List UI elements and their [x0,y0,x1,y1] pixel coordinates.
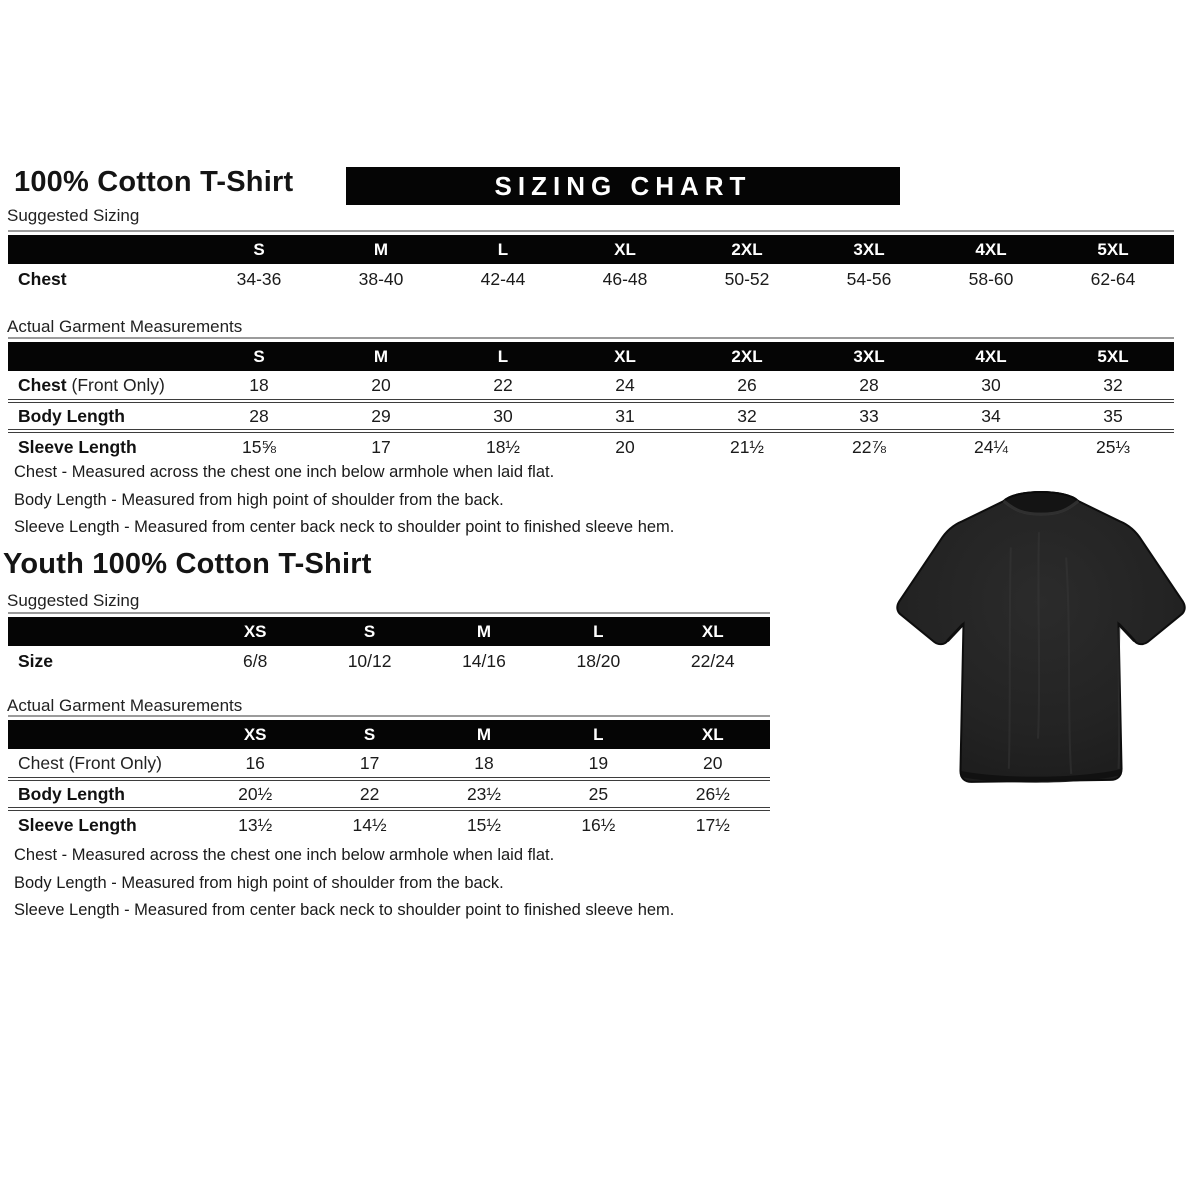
measurement-cell: 30 [493,405,513,426]
measurement-cell: 50-52 [724,268,770,289]
measurement-cell: 16 [245,752,265,773]
adult-actual-table [8,342,1174,461]
size-column-header: 3XL [808,235,930,264]
table-row [8,264,1174,294]
measurement-cell: 18 [474,752,494,773]
measurement-cell: 17 [371,436,391,457]
measurement-cell: 24¼ [973,436,1009,457]
tshirt-body [897,492,1184,782]
table-row [8,809,770,839]
measurement-cell: 17 [359,752,380,773]
table-corner [8,235,198,264]
measurement-cell: 31 [615,405,635,426]
size-column-header: 4XL [930,342,1052,371]
measurement-cell: 62-64 [1090,268,1136,289]
size-column-header: L [541,720,655,749]
measurement-cell: 26½ [695,783,730,804]
size-column-header: S [312,720,426,749]
table-corner [8,342,198,371]
measurement-cell: 30 [981,374,1001,395]
measurement-cell: 33 [859,405,879,426]
measurement-cell: 42-44 [480,268,526,289]
sizing-chart-banner: SIZING CHART [346,167,900,205]
measurement-cell: 34-36 [236,268,282,289]
measurement-cell: 25⅓ [1095,436,1131,457]
row-label: Body Length [18,783,125,804]
size-column-header: XL [656,720,770,749]
size-column-header: 2XL [686,235,808,264]
table-row [8,401,1174,431]
measurement-cell: 38-40 [358,268,404,289]
size-column-header: M [320,235,442,264]
measurement-cell: 15½ [466,814,501,835]
adult-suggested-table [8,235,1174,294]
youth-actual-measurements-label: Actual Garment Measurements [7,696,243,715]
size-column-header: S [312,617,426,646]
size-column-header: 5XL [1052,342,1174,371]
size-column-header: L [442,342,564,371]
measurement-cell: 16½ [581,814,616,835]
table-row [8,749,770,779]
size-column-header: L [442,235,564,264]
table-row [8,646,770,676]
youth-suggested-table [8,617,770,676]
table-corner [8,617,198,646]
measurement-cell: 26 [737,374,757,395]
size-column-header: M [320,342,442,371]
measurement-cell: 18½ [485,436,521,457]
measurement-cell: 28 [249,405,269,426]
tshirt-photo [890,476,1192,810]
measurement-cell: 21½ [729,436,765,457]
size-column-header: XS [198,720,312,749]
measurement-cell: 13½ [238,814,273,835]
row-label: Size [18,650,54,671]
adult-suggested-sizing-label: Suggested Sizing [7,206,140,225]
youth-suggested-sizing-label: Suggested Sizing [7,591,140,610]
row-label: Chest (Front Only) [18,752,162,773]
youth-measurement-notes [14,842,674,925]
measurement-cell: 29 [371,405,391,426]
measurement-cell: 18 [249,374,269,395]
adult-suggested-table-wrap [8,230,1174,294]
measurement-cell: 17½ [695,814,730,835]
measurement-cell: 18/20 [576,650,621,671]
row-label: Body Length [18,405,125,426]
product-title: 100% Cotton T-Shirt [14,166,294,198]
size-column-header: XL [564,342,686,371]
note-sleeve-length: Sleeve Length - Measured from center back neck to shoulder point to finished sleeve hem. [14,901,675,919]
note-sleeve-length: Sleeve Length - Measured from center back neck to shoulder point to finished sleeve hem. [14,518,675,536]
size-column-header: 2XL [686,342,808,371]
note-body-length: Body Length - Measured from high point of shoulder from the back. [14,490,504,509]
size-column-header: XL [656,617,770,646]
measurement-cell: 14/16 [462,650,506,671]
measurement-cell: 20 [371,374,391,395]
measurement-cell: 15⅝ [241,436,277,457]
measurement-cell: 32 [1103,374,1123,395]
adult-actual-table-wrap [8,337,1174,461]
size-column-header: M [427,720,541,749]
measurement-cell: 58-60 [968,268,1014,289]
row-label: Chest [18,268,67,289]
table-row [8,431,1174,461]
size-column-header: M [427,617,541,646]
measurement-cell: 22 [359,783,380,804]
measurement-cell: 24 [615,374,635,395]
measurement-cell: 22⅞ [851,436,887,457]
measurement-cell: 19 [588,752,609,773]
youth-actual-table [8,720,770,839]
table-corner [8,720,198,749]
measurement-cell: 20 [703,752,723,773]
adult-actual-measurements-label: Actual Garment Measurements [7,317,243,336]
measurement-cell: 34 [981,405,1001,426]
measurement-cell: 14½ [352,814,387,835]
measurement-cell: 35 [1103,405,1123,426]
row-label: Sleeve Length [18,436,137,457]
size-column-header: L [541,617,655,646]
size-column-header: S [198,235,320,264]
table-row [8,371,1174,401]
size-column-header: XS [198,617,312,646]
measurement-cell: 54-56 [846,268,892,289]
size-column-header: 5XL [1052,235,1174,264]
youth-suggested-table-wrap [8,612,770,676]
note-chest: Chest - Measured across the chest one inch below armhole when laid flat. [14,846,555,864]
note-chest: Chest - Measured across the chest one inch below armhole when laid flat. [14,463,555,481]
measurement-cell: 25 [588,783,609,804]
youth-product-title: Youth 100% Cotton T-Shirt [3,548,372,580]
size-column-header: S [198,342,320,371]
measurement-cell: 23½ [466,783,501,804]
measurement-cell: 20½ [238,783,273,804]
adult-measurement-notes [14,459,674,542]
table-row [8,779,770,809]
size-column-header: 4XL [930,235,1052,264]
note-body-length: Body Length - Measured from high point of shoulder from the back. [14,873,504,892]
measurement-cell: 22/24 [690,650,735,671]
measurement-cell: 32 [737,405,757,426]
measurement-cell: 10/12 [347,650,392,671]
row-label: Chest (Front Only) [18,374,165,395]
size-column-header: XL [564,235,686,264]
measurement-cell: 20 [615,436,635,457]
measurement-cell: 6/8 [243,650,268,671]
youth-actual-table-wrap [8,715,770,839]
measurement-cell: 46-48 [602,268,648,289]
measurement-cell: 28 [859,374,879,395]
row-label: Sleeve Length [18,814,137,835]
measurement-cell: 22 [493,374,513,395]
size-column-header: 3XL [808,342,930,371]
